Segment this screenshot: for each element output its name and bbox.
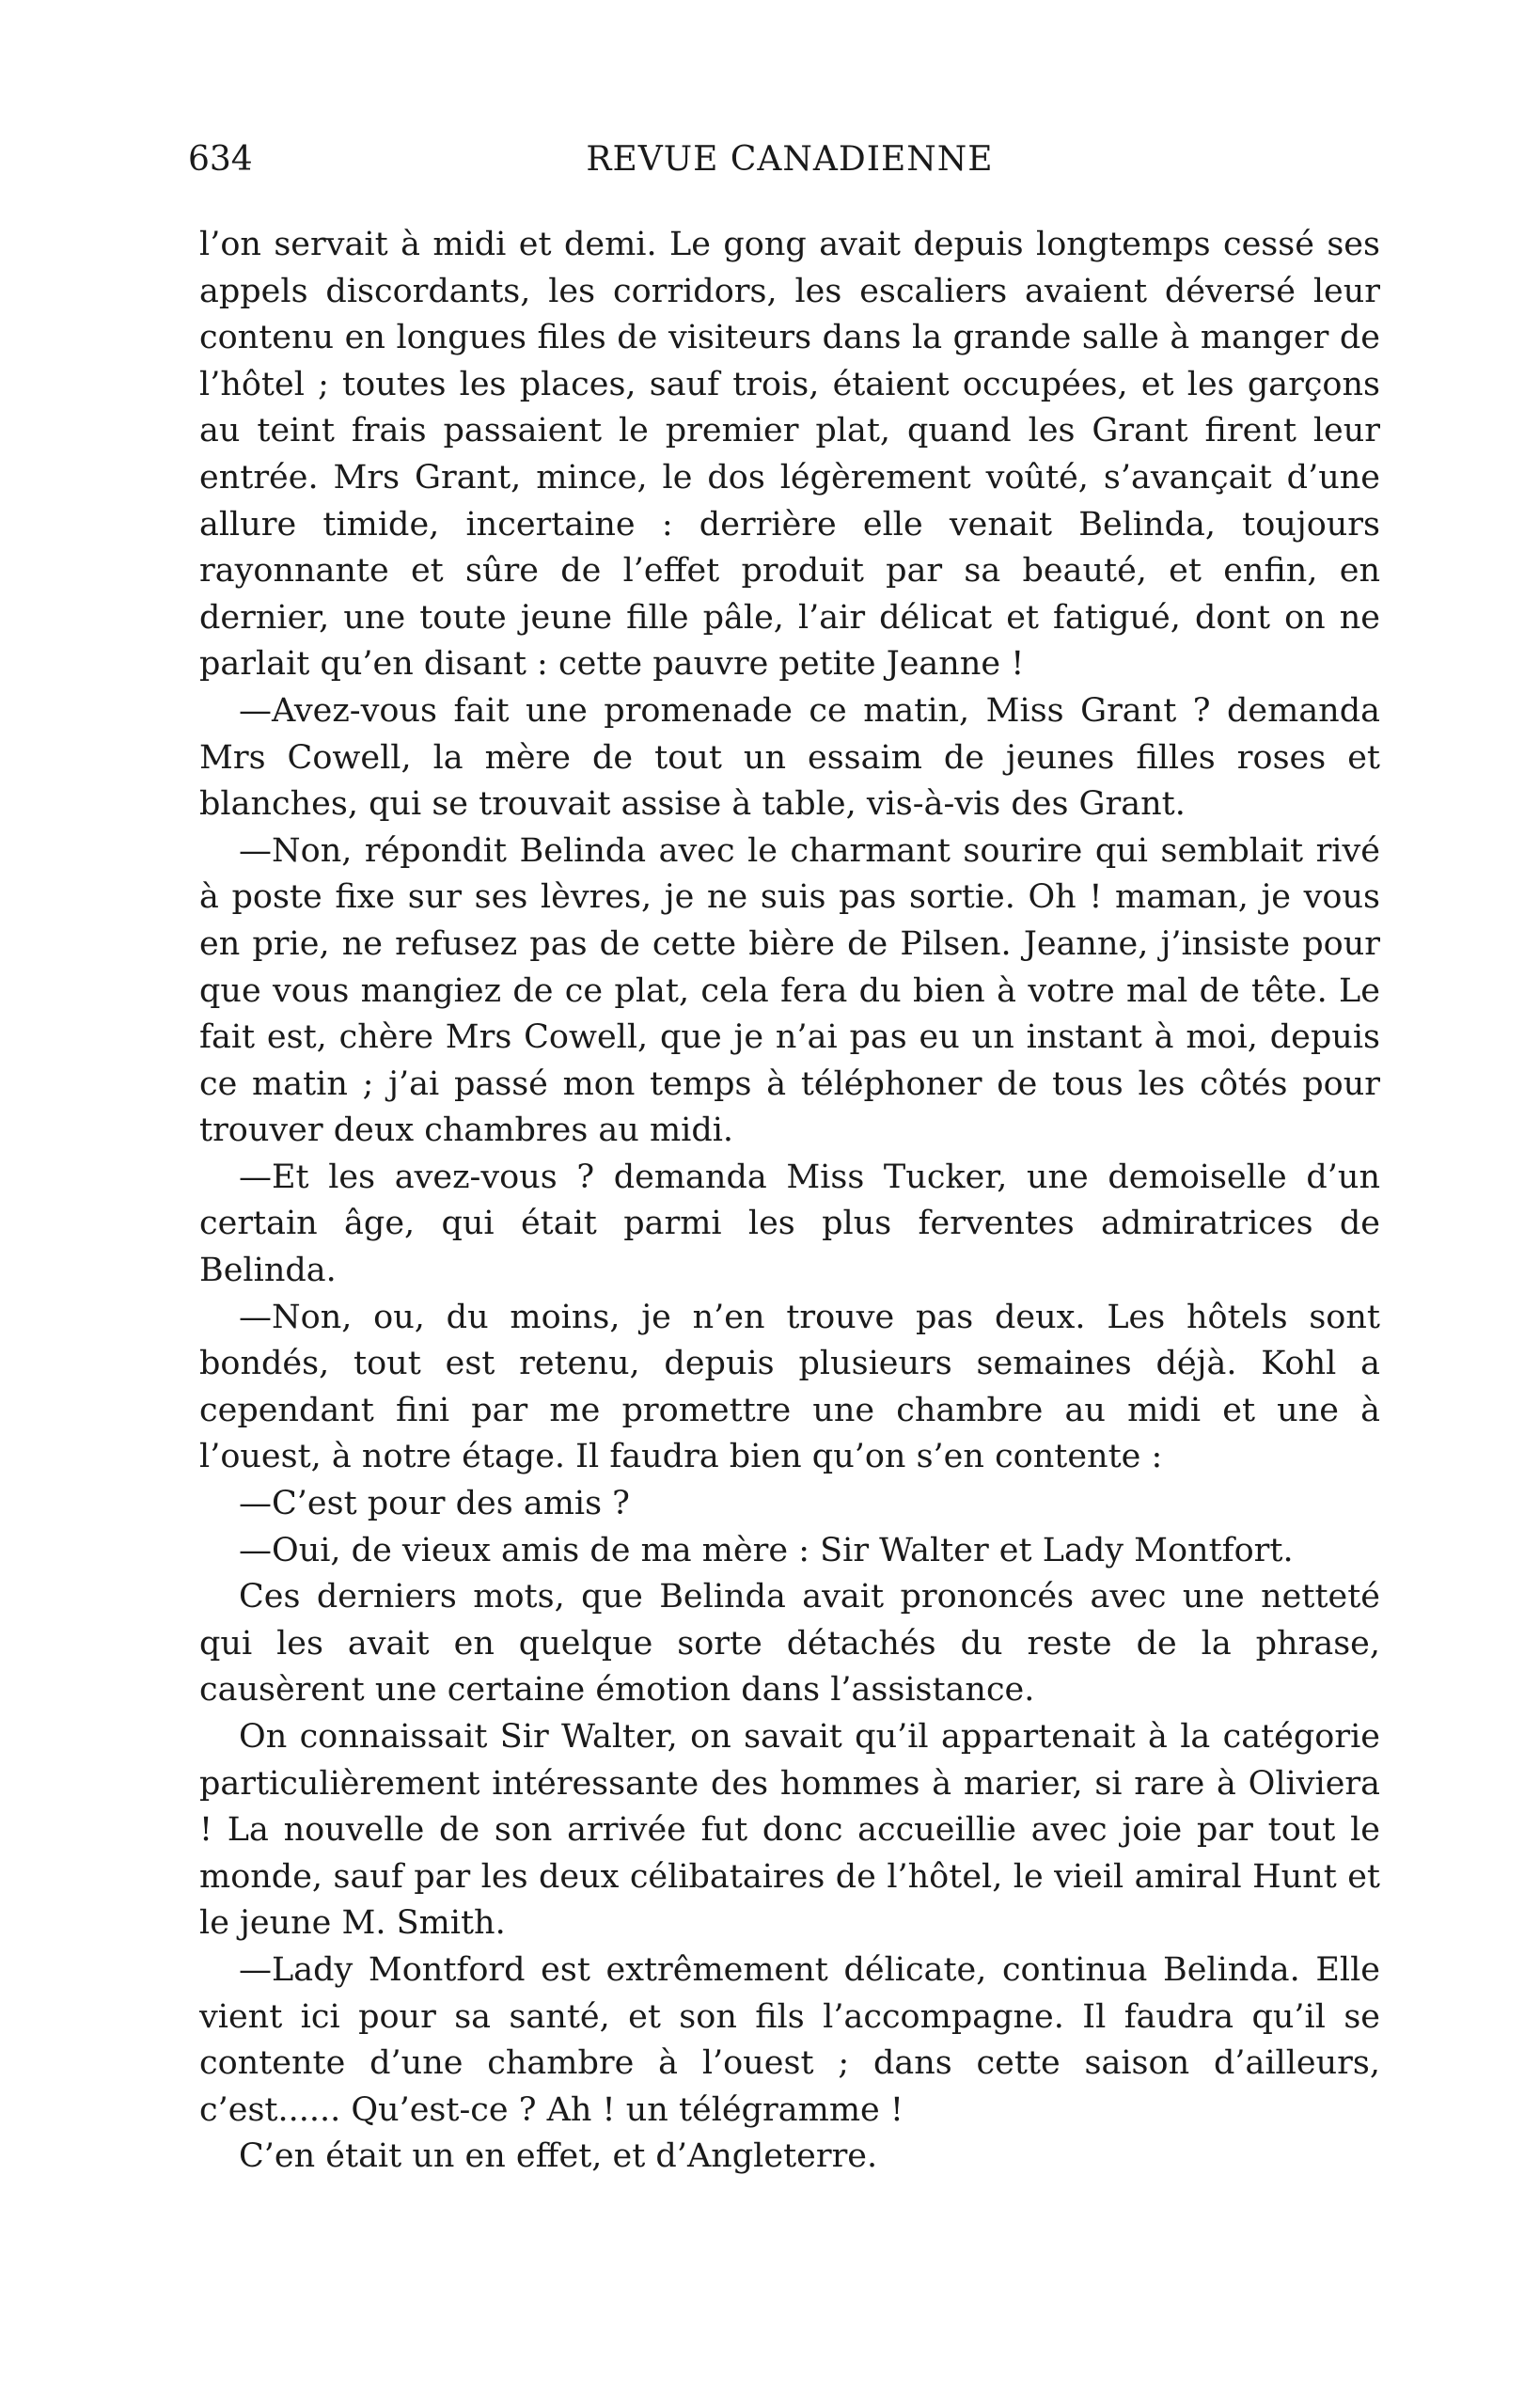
paragraph: —Lady Montford est extrêmement délicate, continua Belinda. Elle vient ici pour sa santé, et son fils l’accompagne. Il faudra qu’il se contente d’une chambre à l’ouest ; dans cette saison d’ailleurs, c’est...... Qu’est-ce ? Ah ! un télégramme ! [199, 1950, 1380, 2129]
paragraph: —Et les avez-vous ? demanda Miss Tucker, une demoiselle d’un certain âge, qui était parmi les plus ferventes admiratrices de Belinda. [199, 1158, 1380, 1290]
paragraph: —Oui, de vieux amis de ma mère : Sir Walter et Lady Montfort. [239, 1531, 1294, 1569]
paragraph: —Avez-vous fait une promenade ce matin, Miss Grant ? demanda Mrs Cowell, la mère de tout un essaim de jeunes filles roses et blanches, qui se trouvait assise à table, vis-à-vis des Grant. [199, 691, 1380, 824]
paragraph: Ces derniers mots, que Belinda avait prononcés avec une netteté qui les avait en quelque sorte détachés du reste de la phrase, causèrent une certaine émotion dans l’assistance. [199, 1578, 1380, 1710]
book-page [188, 140, 1380, 2181]
page-number: 634 [188, 140, 253, 179]
paragraph: On connaissait Sir Walter, on savait qu’il appartenait à la catégorie particulièrement intéressante des hommes à marier, si rare à Oliviera ! La nouvelle de son arrivée fut donc accueillie avec joie par tout le monde, sauf par les deux célibataires de l’hôtel, le vieil amiral Hunt et le jeune M. Smith. [199, 1718, 1380, 1943]
paragraph: —Non, répondit Belinda avec le charmant sourire qui semblait rivé à poste fixe sur ses lèvres, je ne suis pas sortie. Oh ! maman, je vous en prie, ne refusez pas de cette bière de Pilsen. Jeanne, j’insiste pour que vous mangiez de ce plat, cela fera du bien à votre mal de tête. Le fait est, chère Mrs Cowell, que je n’ai pas eu un instant à moi, depuis ce matin ; j’ai passé mon temps à téléphoner de tous les côtés pour trouver deux chambres au midi. [199, 831, 1380, 1150]
running-header [188, 140, 1380, 197]
paragraph: —Non, ou, du moins, je n’en trouve pas deux. Les hôtels sont bondés, tout est retenu, depuis plusieurs semaines déjà. Kohl a cependant fini par me promettre une chambre au midi et une à l’ouest, à notre étage. Il faudra bien qu’on s’en contente : [199, 1298, 1380, 1476]
paragraph: l’on servait à midi et demi. Le gong avait depuis longtemps cessé ses appels discordants, les corridors, les escaliers avaient déversé leur contenu en longues files de visiteurs dans la grande salle à manger de l’hôtel ; toutes les places, sauf trois, étaient occupées, et les garçons au teint frais passaient le premier plat, quand les Grant firent leur entrée. Mrs Grant, mince, le dos légèrement voûté, s’avançait d’une allure timide, incertaine : derrière elle venait Belinda, toujours rayonnante et sûre de l’effet produit par sa beauté, et enfin, en dernier, une toute jeune fille pâle, l’air délicat et fatigué, dont on ne parlait qu’en disant : cette pauvre petite Jeanne ! [199, 226, 1380, 684]
running-title: REVUE CANADIENNE [586, 140, 994, 179]
paragraph: C’en était un en effet, et d’Angleterre. [239, 2137, 878, 2176]
paragraph: —C’est pour des amis ? [239, 1485, 630, 1523]
body-text [199, 222, 1380, 2181]
